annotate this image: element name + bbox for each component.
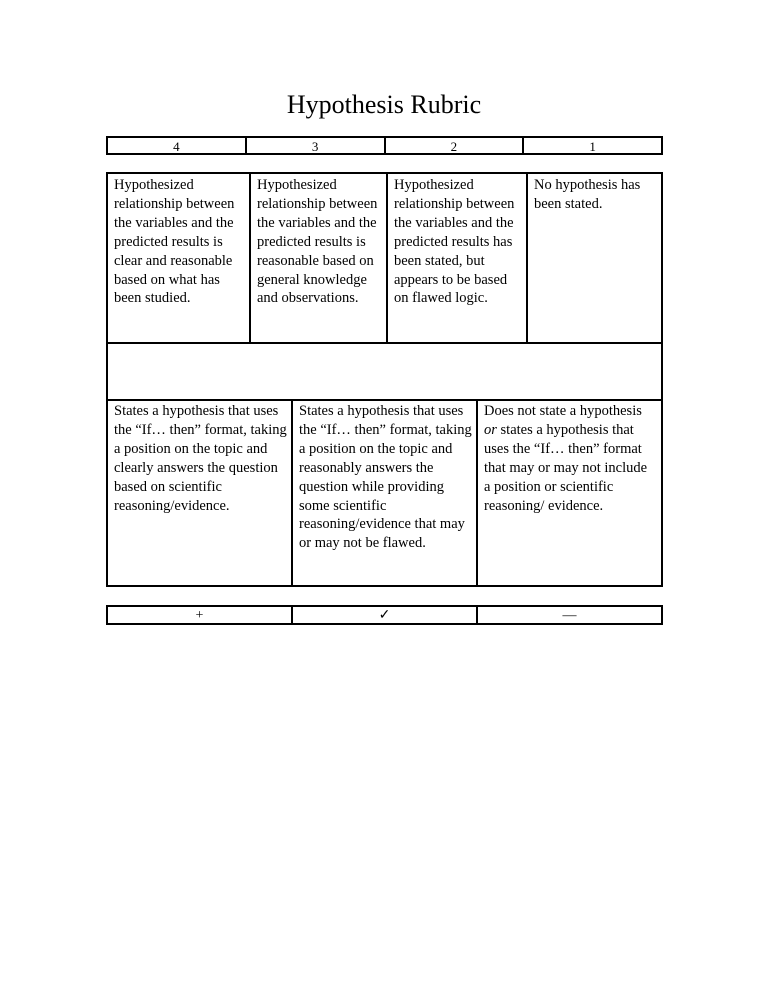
descriptor-row-symbol bbox=[108, 399, 661, 585]
plus-symbol-cell: + bbox=[108, 607, 293, 623]
rubric-table bbox=[106, 172, 663, 587]
score-header-cell: 3 bbox=[247, 138, 386, 153]
descriptor-cell bbox=[478, 401, 661, 585]
score-header-cell: 4 bbox=[108, 138, 247, 153]
descriptor-cell: Hypothesized relationship between the variables and the predicted results is clear and reasonable based on what has been studied. bbox=[108, 174, 251, 342]
descriptor-cell: No hypothesis has been stated. bbox=[534, 177, 641, 212]
descriptor-cell: States a hypothesis that uses the “If… then” format, taking a position on the topic and clearly answers the question based on scientific reasoning/evidence. bbox=[108, 401, 293, 585]
descriptor-emphasis: or bbox=[484, 421, 497, 438]
dash-symbol-cell: — bbox=[562, 608, 577, 623]
descriptor-cell: Hypothesized relationship between the variables and the predicted results has been stated, but appears to be based on flawed logic. bbox=[388, 174, 528, 342]
descriptor-cell: States a hypothesis that uses the “If… then” format, taking a position on the topic and reasonably answers the question while providing some scientific reasoning/evidence that may or may not be flawed. bbox=[293, 401, 478, 585]
descriptor-row-numeric bbox=[108, 174, 661, 344]
score-header-table bbox=[106, 136, 663, 155]
symbol-header-table bbox=[106, 605, 663, 625]
descriptor-cell: Hypothesized relationship between the variables and the predicted results is reasonable based on general knowledge and observations. bbox=[251, 174, 388, 342]
descriptor-text-before: Does not state a hypothesis bbox=[484, 403, 642, 419]
page-title: Hypothesis Rubric bbox=[286, 90, 482, 119]
descriptor-text-after: states a hypothesis that uses the “If… then” format that may or may not include a position or scientific reasoning/ evidence. bbox=[484, 421, 648, 514]
check-symbol-cell: ✓ bbox=[293, 607, 478, 623]
score-header-cell: 2 bbox=[386, 138, 525, 153]
score-header-cell: 1 bbox=[589, 139, 596, 154]
